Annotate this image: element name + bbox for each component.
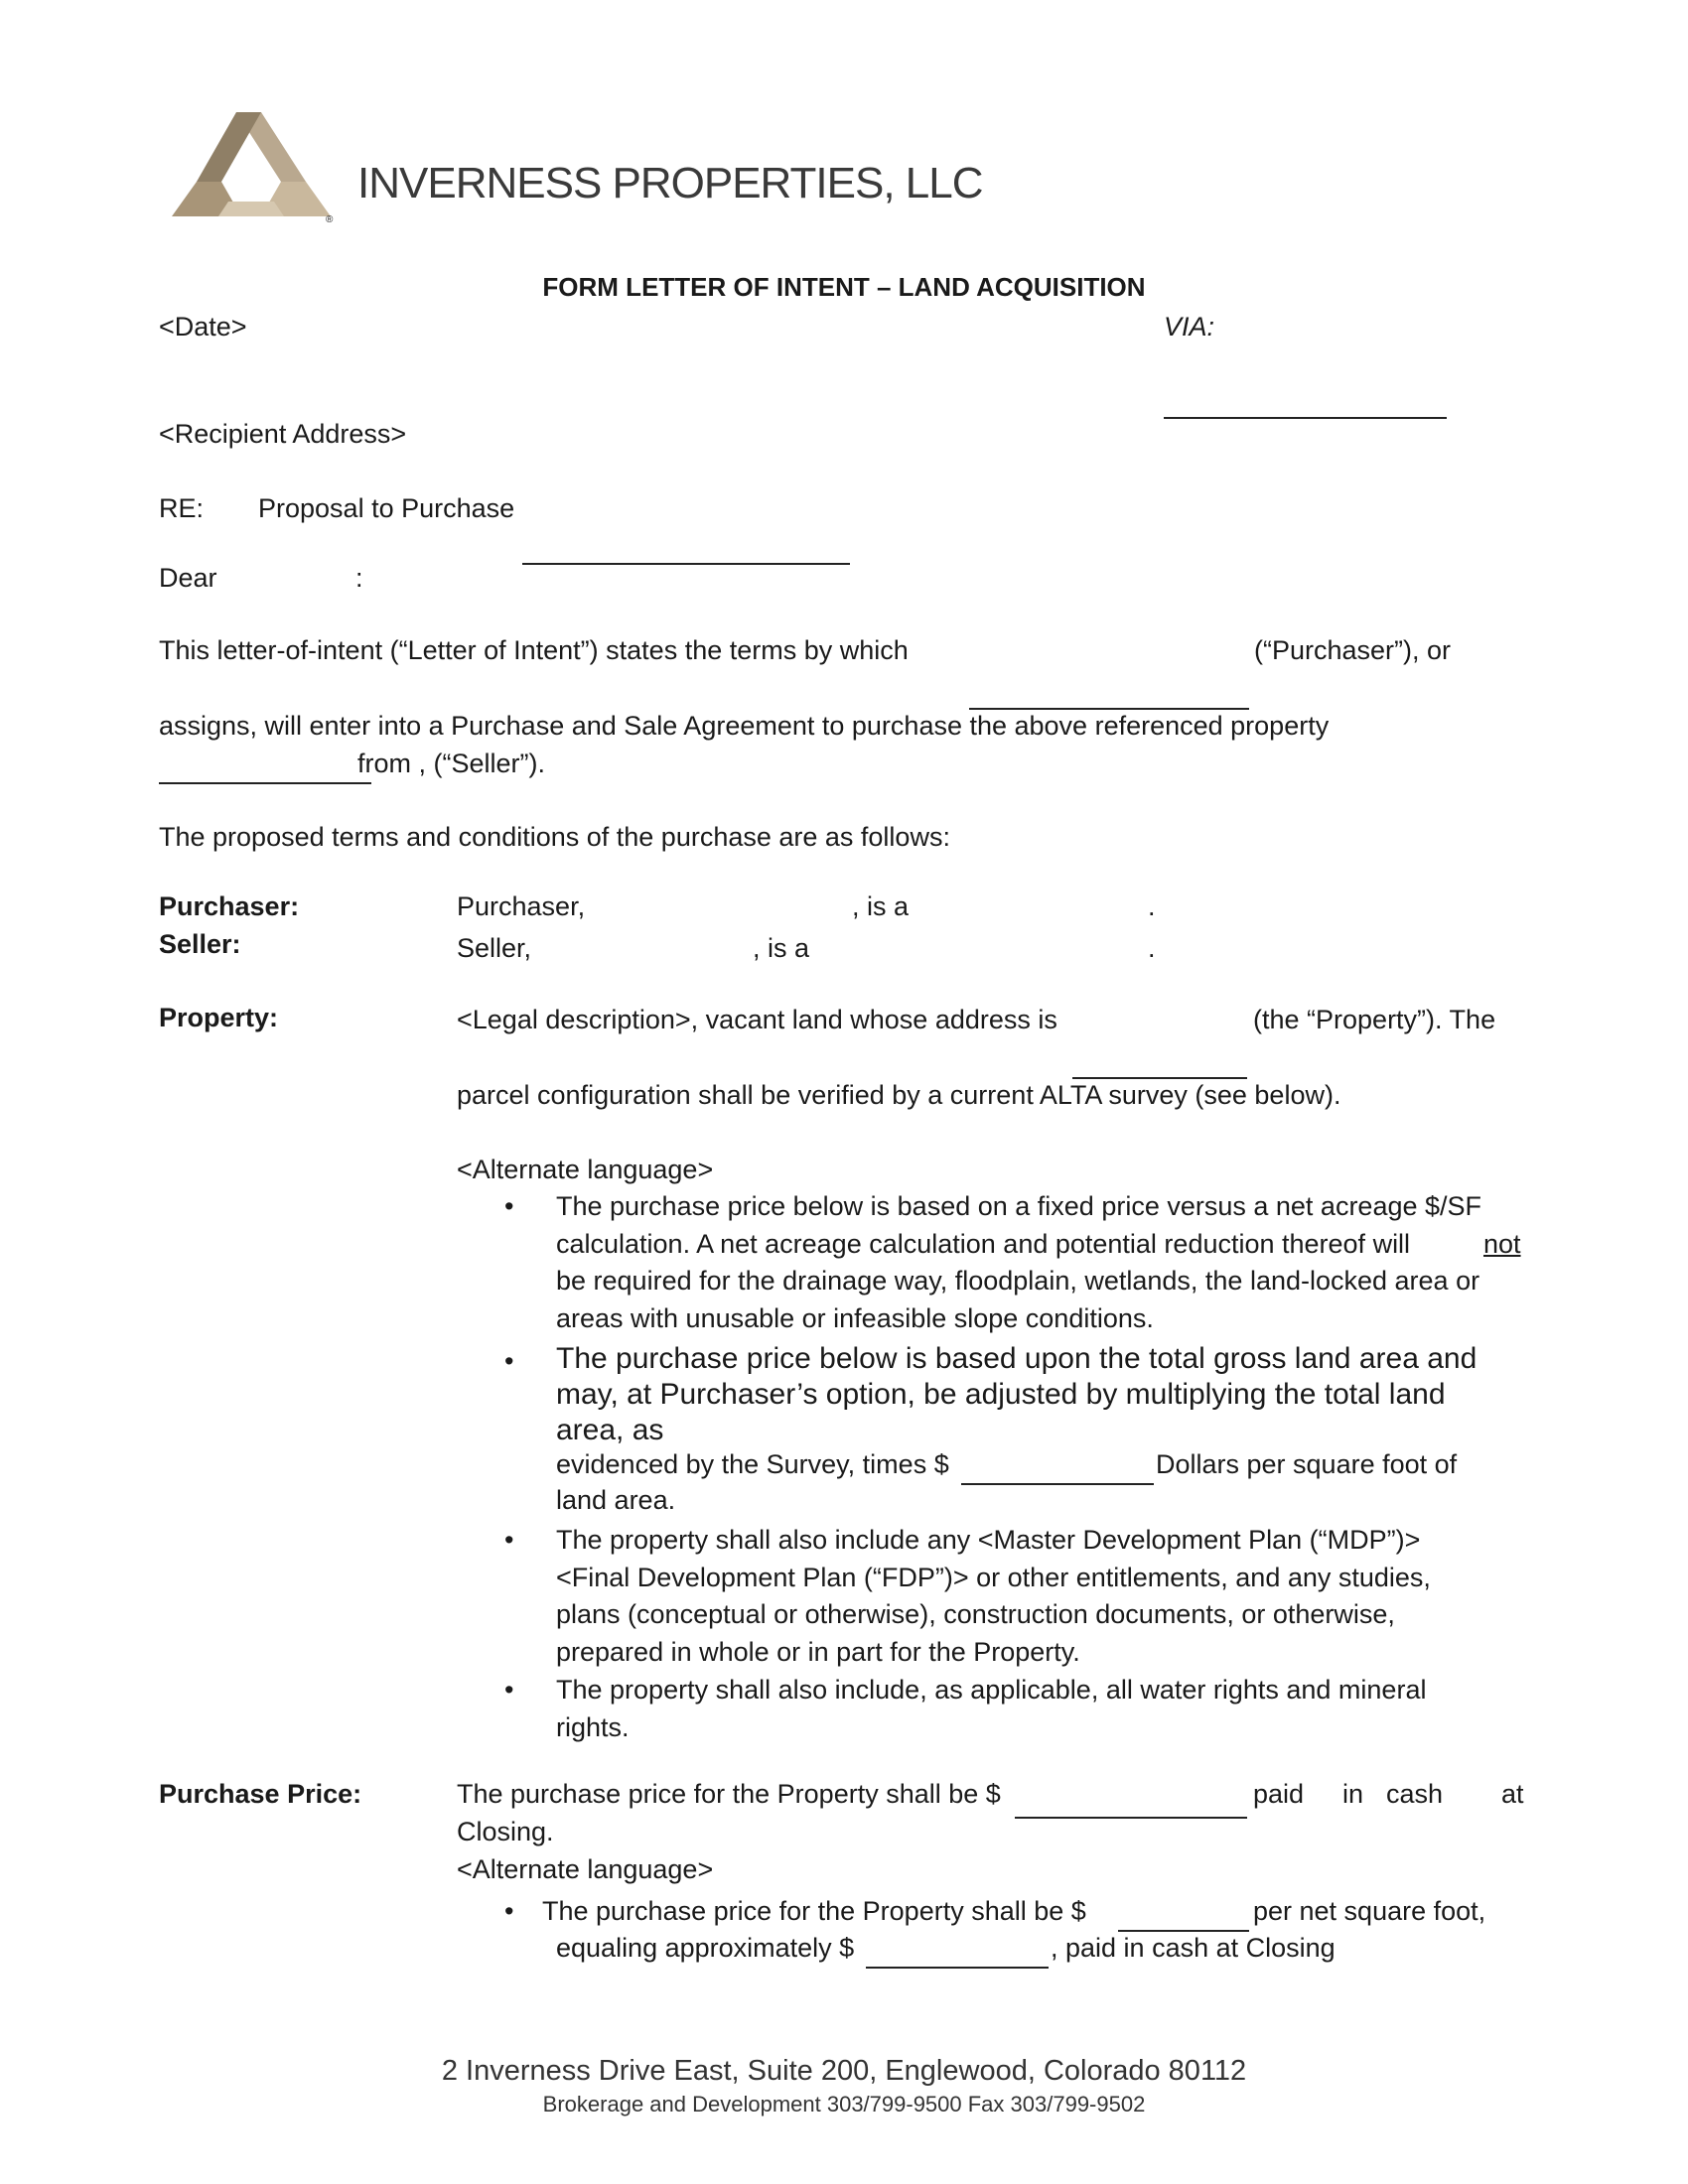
bullet-3-line-3: plans (conceptual or otherwise), construction documents, or otherwise, (556, 1599, 1395, 1629)
date-placeholder: <Date> (159, 312, 247, 341)
purchase-price-blank (1015, 1817, 1247, 1819)
purchaser-is-a: , is a (852, 891, 910, 921)
property-line-1: <Legal description>, vacant land whose address is (457, 1005, 1057, 1034)
bullet-3-icon: • (504, 1525, 514, 1555)
bullet-1-line-2: calculation. A net acreage calculation and potential reduction thereof will (556, 1229, 1411, 1259)
purchaser-blank (969, 708, 1249, 710)
re-label: RE: (159, 493, 205, 523)
bullet-2-line-4: evidenced by the Survey, times $ (556, 1449, 949, 1479)
bullet-2-dollars: Dollars per square foot of (1156, 1449, 1458, 1479)
alternate-language-1: <Alternate language> (457, 1155, 714, 1184)
purchaser-text: Purchaser, (457, 891, 586, 921)
bullet-1-line-4: areas with unusable or infeasible slope conditions. (556, 1303, 1154, 1333)
bullet-5-line-2: equaling approximately $ (556, 1933, 855, 1963)
seller-text: Seller, (457, 933, 532, 963)
seller-is-a: , is a (753, 933, 810, 963)
re-blank (522, 563, 850, 565)
bullet-4-icon: • (504, 1675, 514, 1705)
address-blank (1072, 1077, 1247, 1079)
approx-total-blank (866, 1967, 1049, 1969)
intro-line-1: This letter-of-intent (“Letter of Intent”) states the terms by which (159, 635, 909, 665)
form-title: FORM LETTER OF INTENT – LAND ACQUISITION (542, 272, 1146, 302)
alternate-language-2: <Alternate language> (457, 1854, 714, 1884)
seller-blank (159, 782, 371, 784)
bullet-3-line-1: The property shall also include any <Master Development Plan (“MDP”)> (556, 1525, 1421, 1555)
bullet-3-line-2: <Final Development Plan (“FDP”)> or other entitlements, and any studies, (556, 1563, 1431, 1592)
seller-label: Seller: (159, 929, 241, 959)
property-label: Property: (159, 1003, 279, 1032)
bullet-5-line-1: The purchase price for the Property shall be $ (542, 1896, 1086, 1926)
purchase-price-closing: Closing. (457, 1817, 554, 1846)
bullet-1-line-3: be required for the drainage way, floodplain, wetlands, the land-locked area or (556, 1266, 1480, 1296)
bullet-5-paid-cash: , paid in cash at Closing (1051, 1933, 1336, 1963)
purchase-price-text: The purchase price for the Property shall be $ (457, 1779, 1001, 1809)
price-per-sf-blank (961, 1483, 1154, 1485)
via-blank (1164, 417, 1447, 419)
salutation: Dear (159, 563, 217, 593)
price-per-net-sf-blank (1118, 1930, 1249, 1932)
footer-address: 2 Inverness Drive East, Suite 200, Englewood, Colorado 80112 (441, 2055, 1247, 2087)
intro-line-3: from , (“Seller”). (357, 749, 545, 778)
company-name: INVERNESS PROPERTIES, LLC (357, 159, 983, 207)
bullet-2-line-2: may, at Purchaser’s option, be adjusted by multiplying the total land (556, 1378, 1446, 1411)
purchase-price-paid: paid (1253, 1779, 1305, 1809)
purchase-price-cash: cash (1386, 1779, 1444, 1809)
proposed-terms-text: The proposed terms and conditions of the purchase are as follows: (159, 822, 950, 852)
salutation-colon: : (355, 563, 363, 593)
bullet-5-icon: • (504, 1896, 514, 1926)
bullet-4-line-2: rights. (556, 1712, 630, 1742)
recipient-address: <Recipient Address> (159, 419, 407, 449)
seller-period: . (1148, 933, 1156, 963)
purchaser-label: Purchaser: (159, 891, 300, 921)
purchase-price-in: in (1342, 1779, 1364, 1809)
bullet-1-not: not (1483, 1229, 1521, 1259)
purchase-price-label: Purchase Price: (159, 1779, 362, 1809)
purchaser-period: . (1148, 891, 1156, 921)
via-label: VIA: (1164, 312, 1215, 341)
bullet-5-per-net: per net square foot, (1253, 1896, 1486, 1926)
bullet-3-line-4: prepared in whole or in part for the Property. (556, 1637, 1080, 1667)
bullet-1-line-1: The purchase price below is based on a fixed price versus a net acreage $/SF (556, 1191, 1482, 1221)
property-the-property: (the “Property”). The (1253, 1005, 1496, 1034)
footer-contact: Brokerage and Development 303/799-9500 Fax 303/799-9502 (542, 2092, 1146, 2116)
re-text: Proposal to Purchase (258, 493, 515, 523)
bullet-2-line-1: The purchase price below is based upon the total gross land area and (556, 1342, 1477, 1375)
purchase-price-at: at (1501, 1779, 1524, 1809)
intro-purchaser: (“Purchaser”), or (1254, 635, 1452, 665)
triangle-logo-icon (167, 107, 336, 231)
bullet-2-line-3: area, as (556, 1414, 664, 1446)
bullet-1-icon: • (504, 1191, 514, 1221)
property-line-2: parcel configuration shall be verified by a current ALTA survey (see below). (457, 1080, 1341, 1110)
company-logo (167, 107, 336, 231)
intro-line-2: assigns, will enter into a Purchase and Sale Agreement to purchase the above referenced property (159, 711, 1330, 741)
bullet-4-line-1: The property shall also include, as applicable, all water rights and mineral (556, 1675, 1427, 1705)
bullet-2-line-5: land area. (556, 1485, 676, 1515)
logo-registered-mark: ® (326, 214, 334, 225)
bullet-2-icon: • (504, 1346, 514, 1376)
